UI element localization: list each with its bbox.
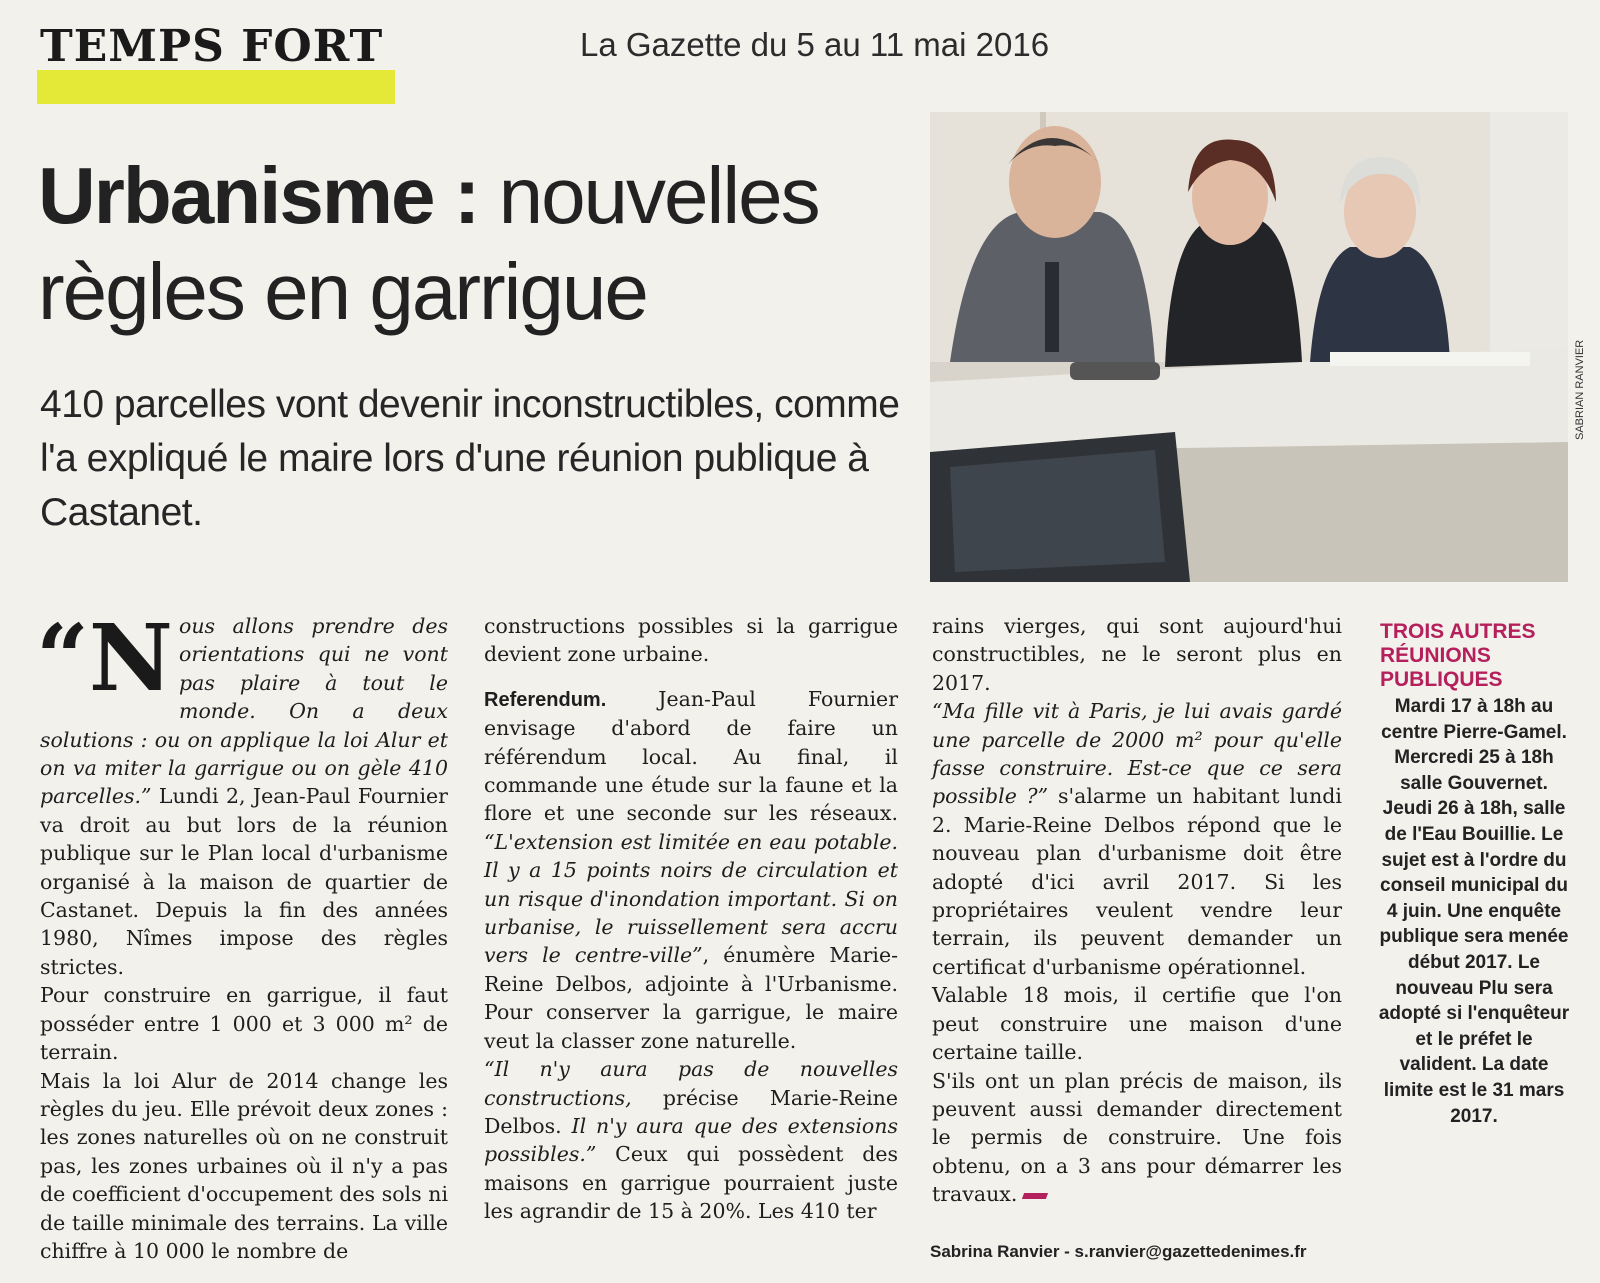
- article-paragraph: [932, 1067, 1342, 1209]
- paragraph-text: s'alarme un habitant lundi 2. Marie-Reine Delbos répond que le nouveau plan d'urbanisme doit être adopté d'ici avril 2017. Si les propriétaires veulent vendre leur terrain, ils peuvent demander un certificat d'urbanisme opérationnel.: [932, 784, 1342, 979]
- paragraph-quote: “Il n'y aura pas de nouvelles constructions,: [484, 1057, 898, 1110]
- article-paragraph: Valable 18 mois, il certifie que l'on peut construire une maison d'une certaine taille.: [932, 983, 1342, 1065]
- headline-part-1: nouvelles: [478, 151, 819, 240]
- paragraph-gap: [484, 669, 898, 685]
- article-lede: [36, 604, 448, 981]
- standfirst: 410 parcelles vont devenir inconstructibles, comme l'a expliqué le maire lors d'une réunion publique à Castanet.: [40, 383, 900, 534]
- article-end-mark: [1022, 1193, 1048, 1199]
- headline-bold: Urbanisme :: [38, 151, 479, 240]
- sidebar-title: TROIS AUTRES RÉUNIONS PUBLIQUES: [1380, 620, 1536, 691]
- paragraph-quote: Il n'y aura que des extensions possibles.”: [484, 1113, 898, 1167]
- section-label: TEMPS FORT: [40, 21, 384, 72]
- article-photo: [930, 112, 1568, 582]
- article-column-3: [932, 612, 1342, 1209]
- article-paragraph-continued: rains vierges, qui sont aujourd'hui constructibles, ne le seront plus en 2017.: [932, 614, 1342, 695]
- article-paragraph: Mais la loi Alur de 2014 change les règles du jeu. Elle prévoit deux zones : les zones naturelles où on ne construit pas, les zones urbaines où il n'y a pas de coefficient d'occupement des sols ni de taille minimale des terrains. La ville chiffre à 10 000 le nombre de: [40, 1068, 448, 1263]
- article-column-2: [484, 612, 898, 1226]
- section-highlight-bar: [37, 70, 395, 104]
- article-paragraph: [932, 697, 1342, 981]
- article-paragraph: [484, 685, 898, 1055]
- paragraph-text: précise Marie-Reine Delbos.: [484, 1085, 898, 1138]
- article-paragraph: Pour construire en garrigue, il faut posséder entre 1 000 et 3 000 m² de terrain.: [40, 983, 448, 1065]
- headline: [38, 148, 938, 340]
- headline-part-2: règles en garrigue: [38, 247, 647, 336]
- dropcap-letter: N: [88, 604, 174, 712]
- photo-credit: SABRIAN RANVIER: [1574, 339, 1586, 440]
- dropcap: [36, 604, 174, 712]
- paragraph-text: , énumère Marie-Reine Delbos, adjointe à l'Urbanisme. Pour conserver la garrigue, le maire veut la classer zone naturelle.: [484, 943, 898, 1053]
- lede-text: Lundi 2, Jean-Paul Fournier va droit au but lors de la réunion publique sur le Plan local d'urbanisme organisé à la maison de quartier de Castanet. Depuis la fin des années 1980, Nîmes impose des règles strictes.: [40, 784, 448, 979]
- lede-quote: ous allons prendre des orientations qui ne vont pas plaire à tout le monde. On a deux solutions : ou on applique la loi Alur et on va miter la garrigue ou on gèle 410 parcelles.”: [40, 614, 448, 809]
- paragraph-text: Jean-Paul Fournier envisage d'abord de faire un référendum local. Au final, il commande une étude sur la faune et la flore et une seconde sur les réseaux.: [484, 686, 898, 826]
- article-column-1: [36, 604, 448, 1265]
- paragraph-quote: “Ma fille vit à Paris, je lui avais gardé une parcelle de 2000 m² pour qu'elle fasse construire. Est-ce que ce sera possible ?”: [932, 699, 1342, 809]
- paragraph-quote: “L'extension est limitée en eau potable. Il y a 15 points noirs de circulation et un risque d'inondation important. Si on urbanise, le ruissellement sera accru vers le centre-ville”: [484, 829, 898, 968]
- opening-quote-mark: “: [36, 604, 89, 712]
- article-paragraph-continued: constructions possibles si la garrigue devient zone urbaine.: [484, 614, 898, 667]
- sidebar-box: [1378, 620, 1570, 1129]
- author-byline: Sabrina Ranvier - s.ranvier@gazettedenimes.fr: [930, 1242, 1307, 1261]
- subhead-referendum: Referendum.: [484, 688, 607, 711]
- meeting-photo-illustration: [930, 112, 1568, 582]
- article-paragraph: [484, 1055, 898, 1225]
- paragraph-text: S'ils ont un plan précis de maison, ils peuvent aussi demander directement le permis de construire. Une fois obtenu, on a 3 ans pour démarrer les travaux.: [932, 1068, 1342, 1207]
- sidebar-body: Mardi 17 à 18h au centre Pierre-Gamel. Mercredi 25 à 18h salle Gouvernet. Jeudi 26 à 18h, salle de l'Eau Bouillie. Le sujet est à l'ordre du conseil municipal du 4 juin. Une enquête publique sera menée début 2017. Le nouveau Plu sera adopté si l'enquêteur et le préfet le valident. La date limite est le 31 mars 2017.: [1378, 696, 1570, 1127]
- paragraph-text: Ceux qui possèdent des maisons en garrigue pourraient juste les agrandir de 15 à 20%. Les 410 ter: [484, 1142, 898, 1224]
- publication-dateline: La Gazette du 5 au 11 mai 2016: [580, 26, 1050, 63]
